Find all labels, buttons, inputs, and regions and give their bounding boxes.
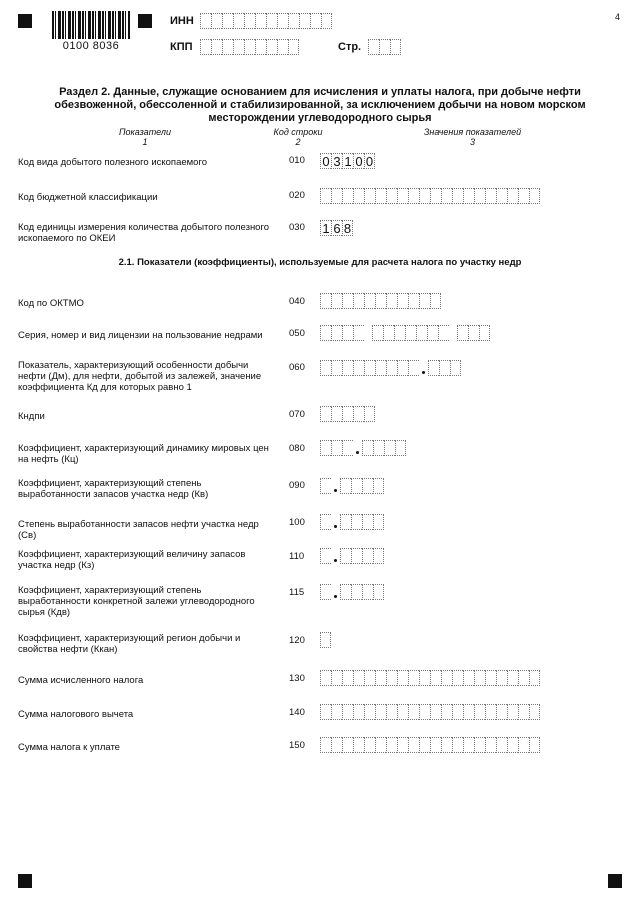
kpp-field[interactable] (200, 39, 299, 55)
row-label-080: Коэффициент, характеризующий динамику мировых цен на нефть (Кц) (18, 443, 269, 465)
corner-marker (138, 14, 152, 28)
row-code-115: 115 (289, 587, 305, 598)
row-code-070: 070 (289, 409, 305, 420)
row-label-010: Код вида добытого полезного ископаемого (18, 157, 207, 168)
subsection-title: 2.1. Показатели (коэффициенты), используемые для расчета налога по участку недр (118, 257, 522, 268)
tax-payable-field[interactable] (320, 737, 540, 753)
row-label-040: Код по ОКТМО (18, 298, 84, 309)
row-code-130: 130 (289, 673, 305, 684)
barcode (52, 11, 130, 39)
row-label-060: Показатель, характеризующий особенности добычи нефти (Дм), для нефти, добытой из залежей, значение коэффициента Кд для которых равно 1 (18, 360, 262, 393)
column-header-values: Значения показателей 3 (423, 127, 522, 147)
kc-coefficient-field[interactable] (320, 440, 406, 456)
sv-degree-field[interactable] (320, 514, 384, 530)
column-header-line-code: Код строки 2 (273, 127, 323, 147)
barcode-number: 0100 8036 (62, 40, 120, 52)
row-label-110: Коэффициент, характеризующий величину запасов участка недр (Кз) (18, 549, 246, 571)
row-label-070: Кндпи (18, 411, 45, 422)
kndpi-field[interactable] (320, 406, 375, 422)
row-label-140: Сумма налогового вычета (18, 709, 134, 720)
section-title: Раздел 2. Данные, служащие основанием для исчисления и уплаты налога, при добыче нефти обезвоженной, обессоленной и стабилизированной, за исключением добычи на новом морском месторождении углеводородного сырья (54, 86, 586, 124)
row-label-120: Коэффициент, характеризующий регион добычи и свойства нефти (Ккан) (18, 633, 241, 655)
oktmo-field[interactable] (320, 293, 441, 309)
row-label-020: Код бюджетной классификации (18, 192, 158, 203)
row-code-100: 100 (289, 517, 305, 528)
row-code-120: 120 (289, 635, 305, 646)
inn-label: ИНН (170, 15, 194, 27)
row-code-060: 060 (289, 362, 305, 373)
page-field[interactable] (368, 39, 401, 55)
corner-marker (608, 874, 622, 888)
row-label-030: Код единицы измерения количества добытого полезного ископаемого по ОКЕИ (18, 222, 270, 244)
row-code-140: 140 (289, 707, 305, 718)
row-code-050: 050 (289, 328, 305, 339)
okei-unit-code-field[interactable]: 1 6 8 (320, 220, 353, 236)
dm-indicator-field[interactable] (320, 360, 461, 376)
row-label-150: Сумма налога к уплате (18, 742, 120, 753)
corner-marker (18, 14, 32, 28)
kdv-coefficient-field[interactable] (320, 584, 384, 600)
budget-classification-field[interactable] (320, 188, 540, 204)
column-header-indicators: Показатели 1 (119, 127, 171, 147)
row-label-100: Степень выработанности запасов нефти участка недр (Св) (18, 519, 259, 541)
row-code-020: 020 (289, 190, 305, 201)
kpp-label: КПП (170, 41, 193, 53)
license-field[interactable] (320, 325, 490, 341)
row-label-050: Серия, номер и вид лицензии на пользование недрами (18, 330, 263, 341)
inn-field[interactable] (200, 13, 332, 29)
row-code-080: 080 (289, 443, 305, 454)
row-label-130: Сумма исчисленного налога (18, 675, 144, 686)
row-code-010: 010 (289, 155, 305, 166)
kv-coefficient-field[interactable] (320, 478, 384, 494)
page-label: Стр. (338, 41, 362, 53)
tax-deduction-field[interactable] (320, 704, 540, 720)
row-label-115: Коэффициент, характеризующий степень выработанности конкретной залежи углеводородного сырья (Кдв) (18, 585, 255, 618)
row-code-030: 030 (289, 222, 305, 233)
row-code-150: 150 (289, 740, 305, 751)
kz-coefficient-field[interactable] (320, 548, 384, 564)
page-number: 4 (614, 12, 620, 22)
row-label-090: Коэффициент, характеризующий степень выработанности запасов участка недр (Кв) (18, 478, 209, 500)
calculated-tax-field[interactable] (320, 670, 540, 686)
row-code-090: 090 (289, 480, 305, 491)
row-code-110: 110 (289, 551, 305, 562)
corner-marker (18, 874, 32, 888)
mineral-type-code-field[interactable]: 0 3 1 0 0 (320, 153, 375, 169)
row-code-040: 040 (289, 296, 305, 307)
kkan-coefficient-field[interactable] (320, 632, 331, 648)
